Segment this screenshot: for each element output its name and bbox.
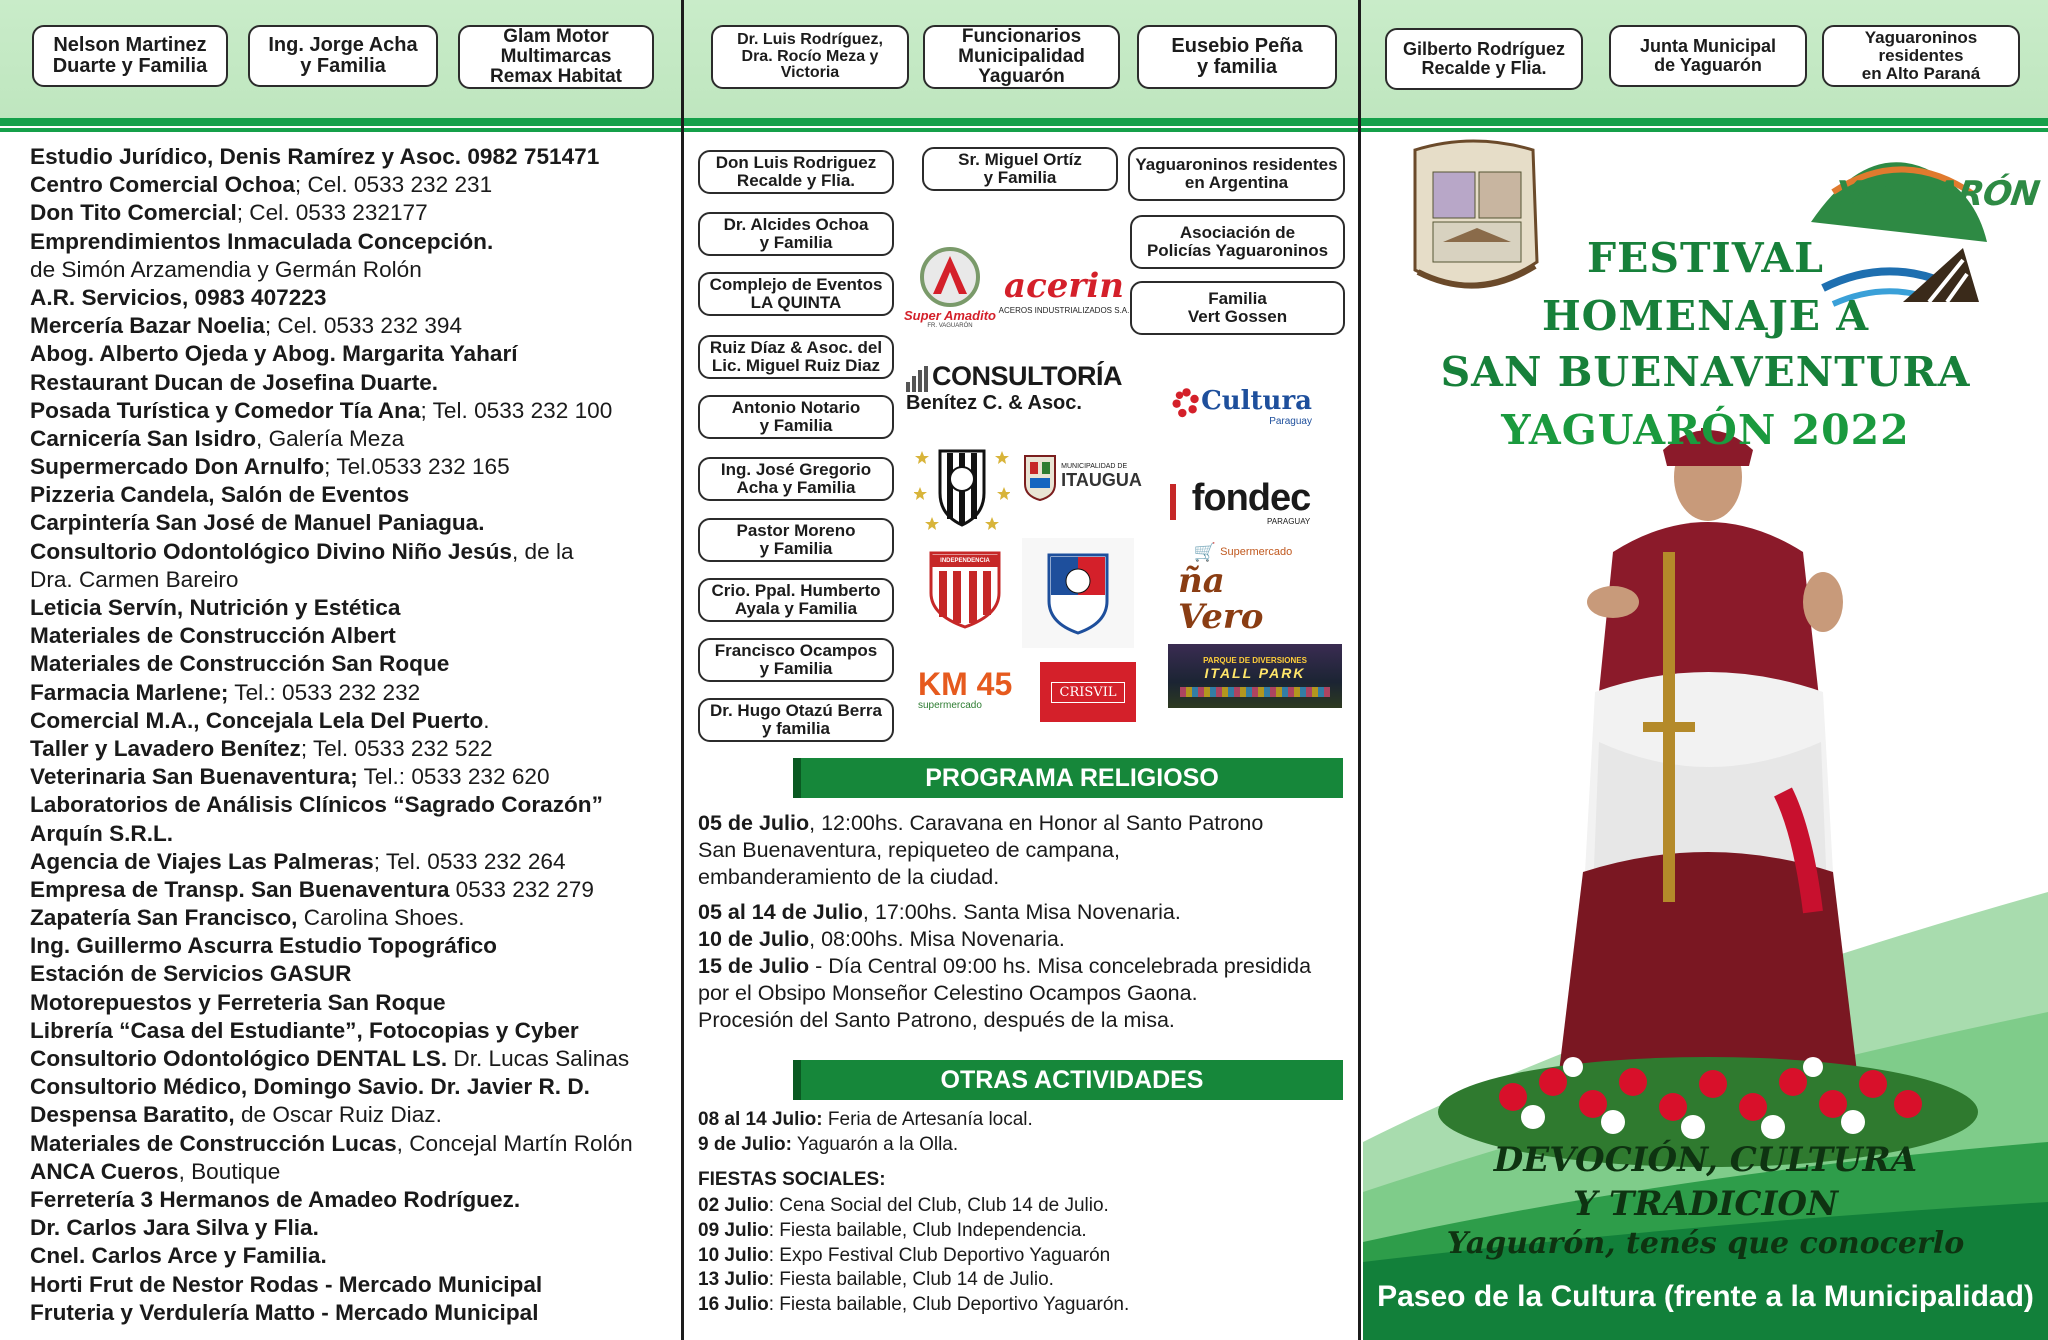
consultoria-sub: Benítez C. & Asoc.	[906, 392, 1082, 414]
itaugua-text: ITAUGUA	[1061, 470, 1142, 490]
sponsor-list-item	[30, 340, 680, 368]
sponsor-list-item	[30, 791, 680, 819]
festival-title-4: YAGUARÓN 2022	[1501, 406, 1910, 454]
consultoria-text: CONSULTORÍA	[932, 361, 1122, 391]
km45-text: KM 45	[918, 665, 1013, 702]
sponsor-name: Taller y Lavadero Benítez	[30, 735, 301, 761]
sponsor-list-item	[30, 650, 680, 678]
sponsor-list-item	[30, 1130, 680, 1158]
sponsor-detail: ; Tel. 0533 232 100	[420, 397, 613, 423]
sponsor-box: Complejo de Eventos LA QUINTA	[698, 272, 894, 316]
sponsor-list-item	[30, 820, 680, 848]
program-text: por el Obsipo Monseñor Celestino Ocampos Gaona.	[698, 981, 1198, 1005]
cultura-flower-icon	[1172, 361, 1201, 451]
sponsor-name: Carnicería San Isidro	[30, 425, 257, 451]
sponsor-name: Veterinaria San Buenaventura;	[30, 764, 358, 790]
program-text: Yaguarón a la Olla.	[791, 1133, 959, 1155]
sponsor-list-item	[30, 1101, 680, 1129]
na-vero-logo	[1178, 541, 1308, 637]
sponsor-detail: Tel.: 0533 232 232	[228, 679, 421, 705]
sponsor-list-item	[30, 143, 680, 171]
sponsor-list-item	[30, 538, 680, 566]
sponsor-box: Funcionarios Municipalidad Yaguarón	[923, 25, 1120, 89]
km45-sub: supermercado	[918, 699, 982, 711]
sponsor-box: Ruiz Díaz & Asoc. del Lic. Miguel Ruiz Diaz	[698, 335, 894, 379]
san-buenaventura-statue	[1553, 428, 1863, 1122]
program-text: Feria de Artesanía local.	[822, 1109, 1033, 1130]
otras-actividades-list	[698, 1108, 1358, 1158]
program-text: - Día Central 09:00 hs. Misa concelebrada presidida	[809, 954, 1312, 978]
super-amadito-sub: FR. VAGUARÓN	[927, 323, 973, 329]
club-crest-logo	[1022, 538, 1134, 648]
programa-religioso-heading: PROGRAMA RELIGIOSO	[793, 758, 1343, 798]
fondec-mark-icon	[1170, 484, 1190, 520]
sponsor-name: Agencia de Viajes Las Palmeras	[30, 848, 374, 874]
sponsor-list-item	[30, 1073, 680, 1101]
sponsor-name: Consultorio Odontológico Divino Niño Jesús	[30, 538, 512, 564]
sponsor-list-item	[30, 397, 680, 425]
sponsor-name: Materiales de Construcción Albert	[30, 623, 396, 649]
program-text: , 08:00hs. Misa Novenaria.	[809, 927, 1065, 951]
sponsor-box: Junta Municipal de Yaguarón	[1609, 25, 1807, 87]
sponsor-box: Pastor Moreno y Familia	[698, 518, 894, 562]
bar-icon	[906, 366, 928, 392]
paseo-cultura-text: Paseo de la Cultura (frente a la Municipalidad)	[1377, 1280, 2034, 1313]
sponsor-list-item	[30, 622, 680, 650]
fiestas-sociales-heading: FIESTAS SOCIALES:	[698, 1169, 886, 1190]
program-date: 13 Julio	[698, 1269, 769, 1291]
sponsor-detail: 0533 232 279	[449, 876, 594, 902]
sponsor-name: ANCA Cueros	[30, 1158, 179, 1184]
sponsor-box: Sr. Miguel Ortíz y Familia	[922, 147, 1118, 191]
sponsor-box: Dr. Luis Rodríguez, Dra. Rocío Meza y Victoria	[711, 25, 909, 89]
sponsor-box: Eusebio Peña y familia	[1137, 25, 1337, 89]
cart-icon: 🛒	[1193, 541, 1217, 562]
sponsor-list-item	[30, 1186, 680, 1214]
na-vero-row	[1194, 542, 1293, 563]
sponsor-detail: Carolina Shoes.	[297, 905, 465, 931]
sponsor-list-item	[30, 594, 680, 622]
sponsor-box: Dr. Hugo Otazú Berra y familia	[698, 698, 894, 742]
sponsor-box: Crio. Ppal. Humberto Ayala y Familia	[698, 578, 894, 622]
programa-religioso-list	[698, 810, 1358, 1034]
sponsor-name: Materiales de Construcción San Roque	[30, 651, 450, 677]
sponsor-name: Leticia Servín, Nutrición y Estética	[30, 595, 401, 620]
sponsor-list-item	[30, 369, 680, 397]
sponsor-name: Consultorio Odontológico DENTAL LS.	[30, 1046, 448, 1071]
sponsor-list-item	[30, 256, 680, 284]
sponsor-detail: , Boutique	[178, 1158, 281, 1184]
sponsor-box: Yaguaroninos residentes en Argentina	[1128, 147, 1345, 201]
sponsor-name: Librería “Casa del Estudiante”, Fotocopias y Cyber	[30, 1017, 579, 1043]
sponsor-name: Motorepuestos y Ferreteria San Roque	[30, 989, 446, 1015]
program-item	[698, 926, 1358, 953]
sponsor-list-item	[30, 1271, 680, 1299]
independencia-logo	[922, 548, 1008, 630]
program-item	[698, 899, 1358, 926]
crisvil-text: CRISVIL	[1051, 682, 1126, 703]
program-item	[698, 1108, 1358, 1133]
sponsor-box: Francisco Ocampos y Familia	[698, 638, 894, 682]
green-divider	[0, 118, 2048, 126]
sponsor-detail: Dr. Lucas Salinas	[447, 1046, 630, 1071]
otras-actividades-heading: OTRAS ACTIVIDADES	[793, 1060, 1343, 1100]
itaugua-text-group	[1061, 463, 1142, 491]
fiestas-sociales-list	[698, 1194, 1358, 1318]
super-amadito-text: Super Amadito	[904, 308, 996, 323]
sponsor-name: A.R. Servicios, 0983 407223	[30, 284, 327, 310]
sponsor-detail: ; Cel. 0533 232 231	[294, 172, 493, 198]
sponsor-name: Laboratorios de Análisis Clínicos “Sagrado Corazón”	[30, 792, 603, 818]
festival-title-1: FESTIVAL	[1587, 234, 1824, 282]
sponsor-list-item	[30, 932, 680, 960]
program-text: , 12:00hs. Caravana en Honor al Santo Patrono	[809, 811, 1264, 835]
sponsor-name: Horti Frut de Nestor Rodas - Mercado Municipal	[30, 1271, 543, 1297]
program-text: , 17:00hs. Santa Misa Novenaria.	[862, 900, 1181, 924]
sponsor-list-item	[30, 284, 680, 312]
sponsor-list-item	[30, 509, 680, 537]
sponsor-detail: ; Tel. 0533 232 522	[300, 735, 493, 761]
sponsor-list-item	[30, 453, 680, 481]
sponsor-list-item	[30, 763, 680, 791]
sponsor-name: Estación de Servicios GASUR	[30, 961, 352, 987]
sponsor-list-item	[30, 566, 680, 594]
sponsor-box: Familia Vert Gossen	[1130, 281, 1345, 335]
sponsor-list-item	[30, 904, 680, 932]
na-vero-text: ña Vero	[1178, 560, 1264, 637]
program-date: 15 de Julio	[698, 954, 810, 978]
sponsor-detail: , Galería Meza	[256, 425, 405, 451]
cultura-logo	[1172, 360, 1312, 452]
cultura-text: Cultura	[1201, 385, 1312, 416]
sponsor-name: Comercial M.A., Concejala Lela Del Puerto	[30, 707, 484, 733]
sponsor-name: Ing. Guillermo Ascurra Estudio Topográfico	[30, 933, 497, 959]
super-amadito-logo	[902, 240, 998, 335]
sponsor-name: Carpintería San José de Manuel Paniagua.	[30, 510, 485, 536]
sponsor-name: Farmacia Marlene;	[30, 679, 229, 705]
festival-title-2: HOMENAJE A	[1541, 292, 1870, 340]
sponsor-list-item	[30, 707, 680, 735]
sponsor-list-item	[30, 989, 680, 1017]
sponsor-name: Cnel. Carlos Arce y Familia.	[30, 1243, 327, 1269]
sponsor-name: Materiales de Construcción Lucas	[30, 1130, 397, 1156]
sponsor-box: Gilberto Rodríguez Recalde y Flia.	[1385, 28, 1583, 90]
program-item	[698, 953, 1358, 980]
program-item	[698, 1268, 1358, 1293]
sponsor-name: Centro Comercial Ochoa	[30, 172, 295, 198]
sponsor-detail: , Concejal Martín Rolón	[396, 1130, 633, 1156]
program-text: Procesión del Santo Patrono, después de la misa.	[698, 1008, 1175, 1032]
sponsor-name: Pizzeria Candela, Salón de Eventos	[30, 482, 410, 508]
cultura-text-group	[1201, 386, 1312, 427]
sponsor-detail: ; Tel.0533 232 165	[324, 454, 510, 480]
slogan-line-1: DEVOCIÓN, CULTURA	[1493, 1140, 1918, 1180]
sponsor-box: Nelson Martinez Duarte y Familia	[32, 25, 228, 87]
program-item	[698, 1244, 1358, 1269]
slogan-line-3: Yaguarón, tenés que conocerlo	[1446, 1226, 1965, 1261]
sponsor-list-item	[30, 1299, 680, 1327]
sponsor-name: Ferretería 3 Hermanos de Amadeo Rodríguez.	[30, 1186, 521, 1212]
km45-logo	[918, 660, 1028, 718]
program-text: : Cena Social del Club, Club 14 de Julio.	[768, 1195, 1109, 1216]
sponsor-name: Dr. Carlos Jara Silva y Flia.	[30, 1215, 319, 1241]
program-item	[698, 1293, 1358, 1318]
itaugua-crest-icon	[1022, 452, 1058, 502]
sponsor-list-item	[30, 876, 680, 904]
sponsor-list-item	[30, 960, 680, 988]
sponsor-name: Posada Turística y Comedor Tía Ana	[30, 397, 421, 423]
festival-title-3: SAN BUENAVENTURA	[1440, 348, 1971, 396]
sponsor-list-item	[30, 312, 680, 340]
sponsor-box: Dr. Alcides Ochoa y Familia	[698, 212, 894, 256]
program-text: embanderamiento de la ciudad.	[698, 865, 1000, 889]
sponsor-detail: ; Cel. 0533 232 394	[264, 313, 463, 339]
sponsor-detail: , de la	[512, 538, 574, 564]
program-item	[698, 810, 1358, 837]
sponsor-detail: Dra. Carmen Bareiro	[30, 566, 239, 592]
club-logo	[912, 440, 1012, 532]
column-separator	[681, 0, 684, 1340]
itaugua-logo	[1022, 448, 1142, 506]
sponsor-name: Restaurant Ducan de Josefina Duarte.	[30, 369, 439, 395]
sponsor-name: Empresa de Transp. San Buenaventura	[30, 876, 450, 902]
program-date: 02 Julio	[698, 1195, 769, 1216]
sponsor-detail: ; Cel. 0533 232177	[236, 200, 428, 226]
crisvil-logo	[1040, 662, 1136, 722]
program-date: 10 de Julio	[698, 927, 810, 951]
program-text: San Buenaventura, repiqueteo de campana,	[698, 838, 1120, 862]
itall-park-sub: PARQUE DE DIVERSIONES	[1203, 655, 1307, 665]
sponsor-box: Ing. Jorge Acha y Familia	[248, 25, 438, 87]
sponsor-list-item	[30, 1158, 680, 1186]
consultoria-row	[906, 361, 1122, 392]
sponsor-box: Don Luis Rodriguez Recalde y Flia.	[698, 150, 894, 194]
sponsor-box: Glam Motor Multimarcas Remax Habitat	[458, 25, 654, 89]
park-lights	[1180, 687, 1330, 697]
program-date: 16 Julio	[698, 1294, 769, 1316]
sponsor-box: Yaguaroninos residentes en Alto Paraná	[1822, 25, 2020, 87]
consultoria-logo	[906, 358, 1122, 418]
sponsor-list-item	[30, 1214, 680, 1242]
club-crest-icon	[1045, 551, 1111, 635]
column-separator	[1358, 0, 1361, 1340]
sponsor-list-item	[30, 735, 680, 763]
sponsor-list-item	[30, 1045, 680, 1073]
sponsor-detail: de Simón Arzamendia y Germán Rolón	[30, 256, 422, 282]
program-text: : Expo Festival Club Deportivo Yaguarón	[768, 1244, 1111, 1266]
independencia-text: INDEPENDENCIA	[940, 558, 990, 564]
program-date: 05 al 14 de Julio	[698, 900, 863, 924]
cultura-sub: Paraguay	[1269, 415, 1312, 427]
sponsor-list	[30, 143, 680, 1327]
fondec-text: fondec	[1191, 476, 1311, 519]
sponsor-box: Ing. José Gregorio Acha y Familia	[698, 457, 894, 501]
sponsor-list-item	[30, 481, 680, 509]
sponsor-list-item	[30, 425, 680, 453]
sponsor-name: Abog. Alberto Ojeda y Abog. Margarita Yaharí	[30, 341, 518, 367]
sponsor-detail: Tel.: 0533 232 620	[357, 764, 550, 790]
sponsor-detail: .	[483, 707, 490, 733]
slogan-line-2: Y TRADICION	[1572, 1184, 1839, 1224]
itall-park-logo	[1168, 644, 1342, 708]
fondec-sub: PARAGUAY	[1267, 516, 1311, 526]
sponsor-list-item	[30, 1017, 680, 1045]
sponsor-name: Despensa Baratito,	[30, 1102, 235, 1128]
sponsor-list-item	[30, 848, 680, 876]
fondec-logo	[1166, 472, 1314, 532]
program-item	[698, 1133, 1358, 1158]
sponsor-list-item	[30, 1242, 680, 1270]
sponsor-name: Supermercado Don Arnulfo	[30, 454, 325, 480]
program-date: 10 Julio	[698, 1244, 769, 1266]
sponsor-name: Zapatería San Francisco,	[30, 905, 298, 931]
program-item	[698, 1219, 1358, 1244]
program-date: 05 de Julio	[698, 811, 810, 835]
sponsor-list-item	[30, 679, 680, 707]
sponsor-name: Emprendimientos Inmaculada Concepción.	[30, 228, 494, 254]
sponsor-list-item	[30, 228, 680, 256]
acerin-logo	[998, 250, 1130, 330]
sponsor-box: Asociación de Policías Yaguaroninos	[1130, 215, 1345, 269]
program-text: : Fiesta bailable, Club 14 de Julio.	[768, 1269, 1054, 1291]
program-item	[698, 980, 1358, 1007]
program-item	[698, 837, 1358, 864]
program-item	[698, 1007, 1358, 1034]
program-item	[698, 864, 1358, 891]
itall-park-text: ITALL PARK	[1204, 664, 1306, 681]
sponsor-list-item	[30, 199, 680, 227]
acerin-text: acerin	[1004, 265, 1124, 306]
program-date: 08 al 14 Julio:	[698, 1109, 823, 1130]
program-item	[698, 1194, 1358, 1219]
yaguaron-logo-text: YAGUARÓN	[1832, 174, 2042, 214]
sponsor-detail: de Oscar Ruiz Diaz.	[234, 1102, 442, 1128]
club-shield-icon	[914, 441, 1010, 531]
sponsor-name: Fruteria y Verdulería Matto - Mercado Municipal	[30, 1299, 539, 1325]
acerin-sub: ACEROS INDUSTRIALIZADOS S.A.	[998, 305, 1130, 315]
sponsor-name: Don Tito Comercial	[30, 200, 237, 226]
sponsor-name: Arquín S.R.L.	[30, 820, 174, 846]
sponsor-name: Consultorio Médico, Domingo Savio. Dr. Javier R. D.	[30, 1074, 590, 1100]
sponsor-name: Mercería Bazar Noelia	[30, 313, 265, 339]
program-date: 09 Julio	[698, 1219, 769, 1241]
itaugua-sub: MUNICIPALIDAD DE	[1061, 463, 1128, 470]
na-vero-sub: Supermercado	[1220, 546, 1293, 558]
sponsor-list-item	[30, 171, 680, 199]
program-text: : Fiesta bailable, Club Deportivo Yaguarón.	[768, 1294, 1130, 1316]
sponsor-box: Antonio Notario y Familia	[698, 395, 894, 439]
fondec-text-group	[1191, 476, 1311, 526]
program-date: 9 de Julio:	[698, 1133, 792, 1155]
super-amadito-emblem	[915, 246, 985, 308]
program-text: : Fiesta bailable, Club Independencia.	[768, 1219, 1087, 1241]
sponsor-detail: ; Tel. 0533 232 264	[373, 848, 566, 874]
sponsor-name: Estudio Jurídico, Denis Ramírez y Asoc. 0982 751471	[30, 144, 600, 169]
